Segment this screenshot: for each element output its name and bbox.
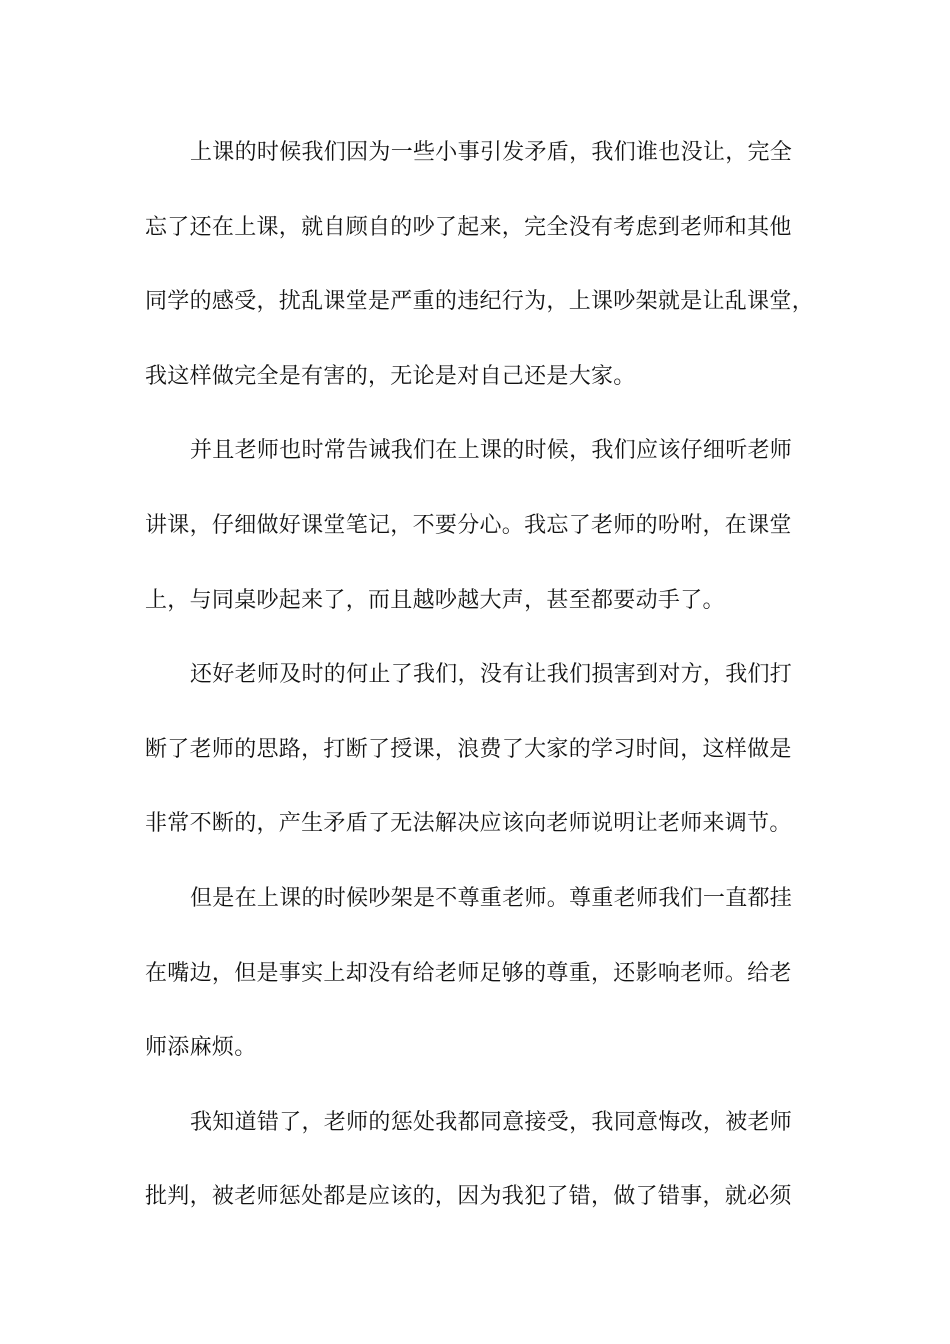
text-line: 我这样做完全是有害的，无论是对自己还是大家。	[145, 363, 636, 389]
text-line: 上，与同桌吵起来了，而且越吵越大声，甚至都要动手了。	[145, 587, 725, 613]
text-line: 但是在上课的时候吵架是不尊重老师。尊重老师我们一直都挂	[190, 885, 793, 911]
text-line: 同学的感受，扰乱课堂是严重的违纪行为，上课吵架就是让乱课堂，	[145, 289, 815, 315]
text-line: 并且老师也时常告诫我们在上课的时候，我们应该仔细听老师	[190, 438, 793, 464]
text-line: 断了老师的思路，打断了授课，浪费了大家的学习时间，这样做是	[145, 736, 792, 762]
text-line: 批判，被老师惩处都是应该的，因为我犯了错，做了错事，就必须	[145, 1184, 792, 1210]
text-line: 还好老师及时的何止了我们，没有让我们损害到对方，我们打	[190, 662, 793, 688]
text-line: 非常不断的，产生矛盾了无法解决应该向老师说明让老师来调节。	[145, 811, 792, 837]
text-line: 师添麻烦。	[145, 1035, 257, 1061]
text-line: 在嘴边，但是事实上却没有给老师足够的尊重，还影响老师。给老	[145, 960, 792, 986]
document-body	[145, 131, 815, 1250]
text-line: 讲课，仔细做好课堂笔记，不要分心。我忘了老师的吩咐，在课堂	[145, 512, 792, 538]
text-line: 我知道错了，老师的惩处我都同意接受，我同意悔改，被老师	[190, 1109, 793, 1135]
text-line: 忘了还在上课，就自顾自的吵了起来，完全没有考虑到老师和其他	[145, 214, 792, 240]
text-line: 上课的时候我们因为一些小事引发矛盾，我们谁也没让，完全	[190, 140, 793, 165]
